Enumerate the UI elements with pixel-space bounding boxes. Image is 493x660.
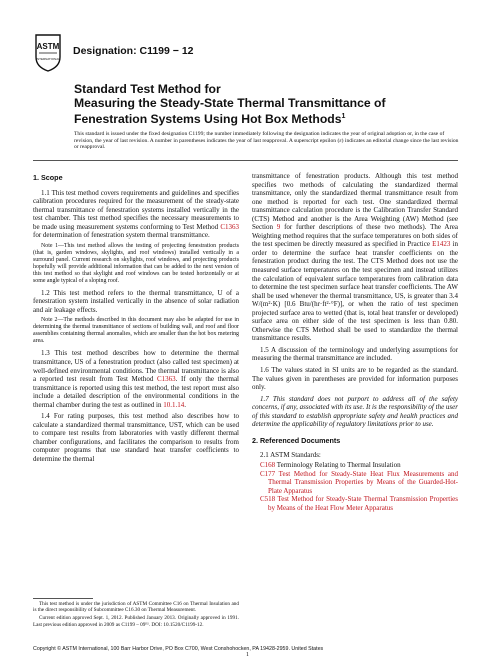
section-10-1-14-link[interactable]: 10.1.14 <box>163 400 185 409</box>
right-column <box>252 172 458 512</box>
p1-3-text-end: . <box>184 400 186 409</box>
header-divider <box>33 160 458 161</box>
reference-c177 <box>252 470 458 496</box>
left-column <box>33 172 239 467</box>
page-number: 1 <box>246 652 249 658</box>
c1363-link[interactable]: C1363 <box>220 222 239 231</box>
p1-4-cont-text-c: in order to determine the surface heat transfer coefficients on the fenestration product during the test. The CTS Method does not use the measured surface temperatures on the test specimen and instead utilizes the calculation of equivalent surface temperatures from calibration data to determine the test specimen surface heat transfer coefficients. The AW shall be used whenever the thermal transmittance, US, is greater than 3.4 W/(m²·K) [0.6 Btu/(hr·ft²·°F)], or when the ratio of test specimen projected surface area to wetted (that is, total heat transfer or developed) surface area on either side of the test specimen is less than 0.80. Otherwise the CTS Method shall be used to standardize the thermal transmittance results. <box>252 240 458 343</box>
c168-link[interactable]: C168 <box>260 460 276 469</box>
footnote-1: This test method is under the jurisdiction of ASTM Committee C16 on Thermal Insulation and is the direct responsibility of Subcommittee C16.30 on Thermal Measurement. <box>33 601 239 614</box>
c177-title[interactable]: Test Method for Steady-State Heat Flux Measurements and Thermal Transmission Properties by Means of the Guarded-Hot-Plate Apparatus <box>268 469 458 495</box>
astm-logo <box>34 33 62 73</box>
footnote-divider <box>33 598 93 599</box>
title-line-3-text: Fenestration Systems Using Hot Box Methods <box>74 112 342 127</box>
note-1: Note 1—This test method allows the testing of projecting fenestration products (that is, garden windows, skylights, and roof windows) installed vertically in a surround panel. Current research on skylights, roof windows, and projecting products hopefully will provide additional information that can be added to the next version of this test method so that skylight and roof windows can be tested horizontally or at some angle typical of a sloping roof. <box>33 242 239 284</box>
paragraph-1-2: 1.2 This test method refers to the thermal transmittance, U of a fenestration system installed vertically in the absence of solar radiation and air leakage effects. <box>33 288 239 314</box>
scope-heading: 1. Scope <box>33 173 63 182</box>
p1-4-cont-text-b: for further descriptions of these two methods). The Area Weighting method requires that the surface temperatures on both sides of the test specimen be directly measured as specified in Practice <box>252 223 458 249</box>
title-footnote-mark: 1 <box>341 113 346 121</box>
title-line-3 <box>74 110 464 127</box>
svg-text:INTERNATIONAL: INTERNATIONAL <box>36 57 60 61</box>
section-9-link[interactable]: 9 <box>276 223 281 232</box>
p1-1-text: 1.1 This test method covers requirements and guidelines and specifies calibration procedures required for the measurement of the steady-state thermal transmittance of fenestration systems installed vertically in the test chamber. This test method specifies the necessary measurements to be made using measurement systems conforming to Test Method <box>33 188 239 231</box>
p1-4-cont-text: transmittance of fenestration products. Although this test method specifies two methods of calculating the standardized thermal transmittance, only the standardized thermal transmittance result from one method is reported for each test. One standardized thermal transmittance calculation procedure is the Calibration Transfer Standard (CTS) Method and another is the Area Weighting (AW) Method (see Section <box>252 172 458 232</box>
reference-c168 <box>252 461 458 470</box>
e1423-link[interactable]: E1423 <box>432 240 451 249</box>
paragraph-1-3 <box>33 349 239 409</box>
c1363-link-2[interactable]: C1363 <box>156 375 176 384</box>
reference-c518 <box>252 495 458 512</box>
c518-title[interactable]: Test Method for Steady-State Thermal Transmission Properties by Means of the Heat Flow Meter Apparatus <box>268 495 458 512</box>
title-line-2: Measuring the Steady-State Thermal Transmittance of <box>74 95 386 110</box>
footnotes <box>33 601 239 630</box>
c518-link[interactable]: C518 <box>260 495 276 504</box>
paragraph-1-1 <box>33 189 239 240</box>
p1-3-text-mid: . If only the thermal transmittance is reported using this test method, the test report must also include a detailed description of the environmental conditions in the thermal chamber during the test as outlined in <box>33 375 239 409</box>
paragraph-1-5: 1.5 A discussion of the terminology and underlying assumptions for measuring the thermal transmittance are included. <box>252 345 458 363</box>
paragraph-1-4: 1.4 For rating purposes, this test method also describes how to calculate a standardized thermal transmittance, UST, which can be used to compare test results from laboratories with vastly different thermal chamber configurations, and facilitates the comparison to results from computer programs that use standard heat transfer coefficients to determine the thermal <box>33 412 239 464</box>
svg-text:ASTM: ASTM <box>36 42 60 51</box>
document-title <box>74 83 464 127</box>
designation: Designation: C1199 − 12 <box>73 45 194 57</box>
standard-notice: This standard is issued under the fixed designation C1199; the number immediately following the designation indicates the year of original adoption or, in the case of revision, the year of last revision. A number in parentheses indicates the year of last reapproval. A superscript epsilon (ε) indicates an editorial change since the last revision or reapproval. <box>74 131 459 151</box>
astm-standards-label: 2.1 ASTM Standards: <box>260 451 321 460</box>
c168-title: Terminology Relating to Thermal Insulation <box>275 460 401 469</box>
referenced-documents-heading: 2. Referenced Documents <box>252 435 341 445</box>
title-line-1: Standard Test Method for <box>74 82 221 96</box>
paragraph-1-4-continued <box>252 172 458 343</box>
note-2: Note 2—The methods described in this document may also be adapted for use in determining the thermal transmittance of sections of building wall, and roof and floor assemblies containing thermal anomalies, which are smaller than the hot box metering area. <box>33 317 239 345</box>
p1-3-text: 1.3 This test method describes how to determine the thermal transmittance, US of a fenestration product (also called test specimen) at well-defined environmental conditions. The thermal transmittance is also a reported test result from Test Method <box>33 349 239 384</box>
footnote-2: Current edition approved Sept. 1, 2012. Published January 2013. Originally approved in 1991. Last previous edition approved in 2009 as C1199 – 09ᴱ¹. DOI: 10.1520/C1199-12. <box>33 615 239 628</box>
paragraph-1-6: 1.6 The values stated in SI units are to be regarded as the standard. The values given in parentheses are provided for information purposes only. <box>252 366 458 392</box>
copyright-line: Copyright © ASTM International, 100 Barr Harbor Drive, PO Box C700, West Conshohocken, PA 19428-2959. United States <box>33 646 324 652</box>
p1-1-text-end: for determination of fenestration system thermal transmittance. <box>33 231 210 240</box>
paragraph-1-7: 1.7 This standard does not purport to address all of the safety concerns, if any, associated with its use. It is the responsibility of the user of this standard to establish appropriate safety and health practices and determine the applicability of regulatory limitations prior to use. <box>252 394 458 429</box>
c177-link[interactable]: C177 <box>260 469 276 478</box>
